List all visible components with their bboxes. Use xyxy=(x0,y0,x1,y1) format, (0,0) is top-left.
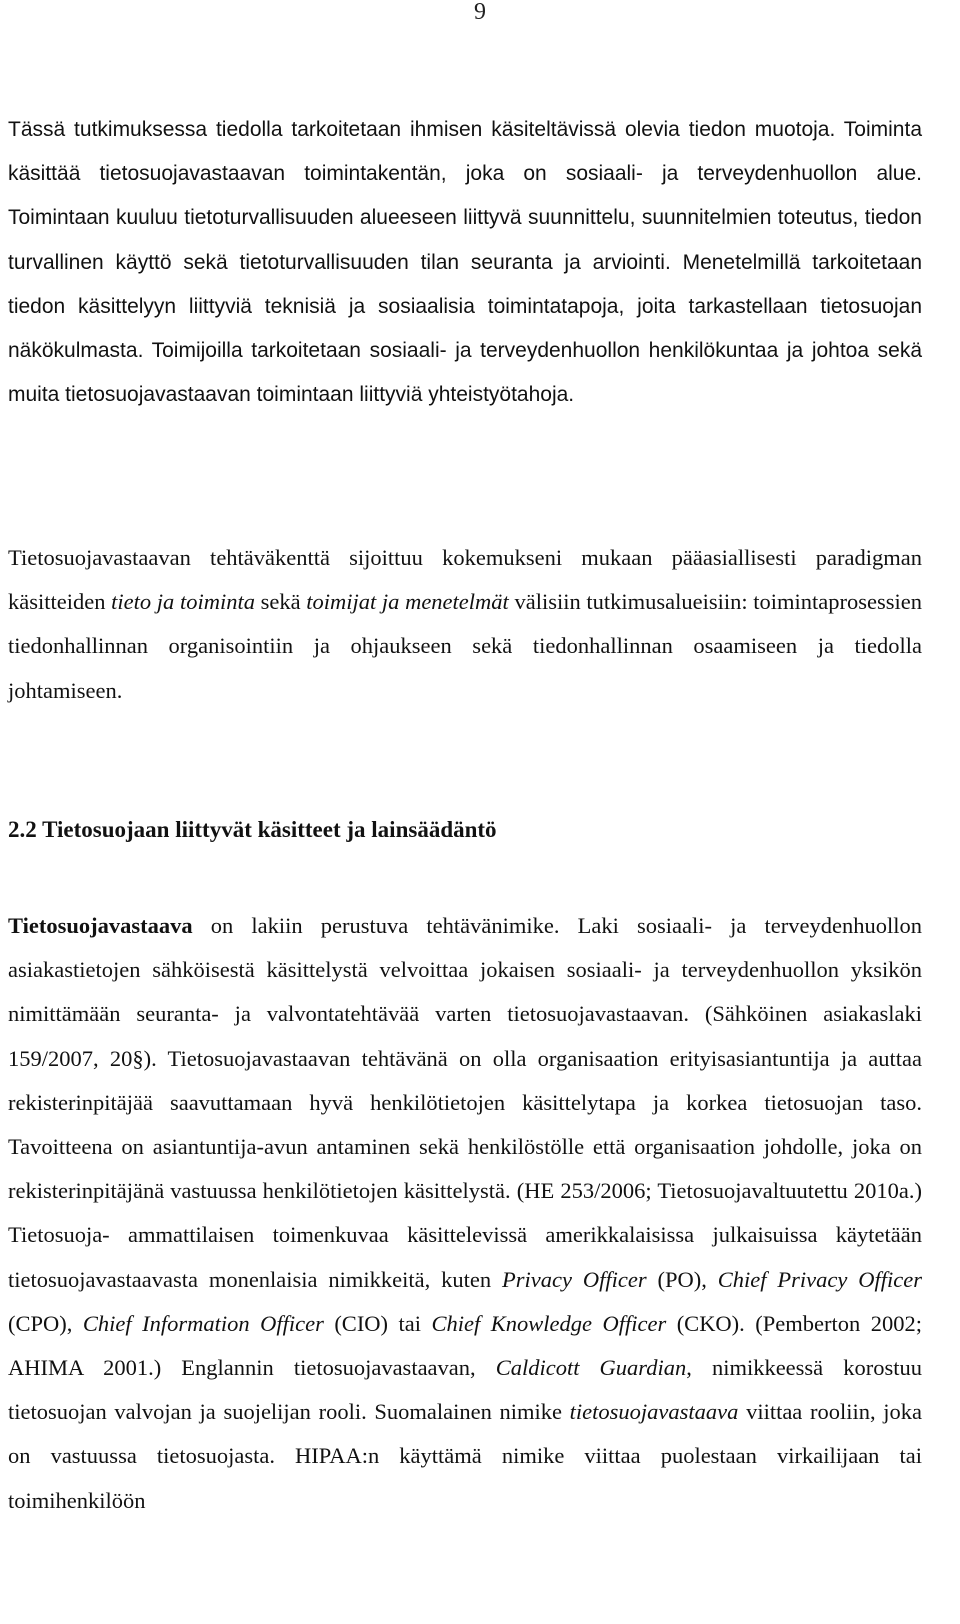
italic-term: Chief Knowledge Officer xyxy=(431,1310,667,1336)
text-segment: on lakiin perustuva tehtävänimike. Laki sosiaali- ja terveydenhuollon asiakastietojen sähköisestä käsittelystä velvoittaa jokaisen sosiaali- ja terveydenhuollon yksikön nimittämään seuranta- ja valvontatehtävää varten tietosuojavastaavan. (Sähköinen asiakaslaki 159/2007, 20§). Tietosuojavastaavan tehtävänä on olla organisaation erityisasiantuntija ja auttaa rekisterinpitäjää saavuttamaan hyvä henkilötietojen käsittelytapa ja korkea tietosuojan taso. Tavoitteena on asiantuntija-avun antaminen sekä henkilöstölle että organisaation johdolle, joka on rekisterinpitäjänä vastuussa henkilötietojen käsittelystä. (HE 253/2006; Tietosuojavaltuutettu 2010a.) Tietosuoja- ammattilaisen toimenkuvaa käsittelevissä amerikkalaisissa julkaisuissa käytetään tietosuojavastaavasta monenlaisia nimikkeitä, kuten xyxy=(8,913,922,1292)
italic-term: Chief Information Officer xyxy=(82,1310,324,1336)
page-number: 9 xyxy=(474,0,486,25)
italic-term: Chief Privacy Officer xyxy=(717,1266,922,1292)
text-segment: (CKO). (Pemberton 2002; AHIMA 2001.) Englannin tietosuojavastaavan, xyxy=(8,1310,922,1381)
bold-term: Tietosuojavastaava xyxy=(8,913,193,938)
text-segment: (PO), xyxy=(646,1266,718,1292)
text-segment: viittaa rooliin, joka on vastuussa tietosuojasta. HIPAA:n käyttämä nimike viittaa puolestaan virkailijaan tai toimihenkilöön xyxy=(8,1399,922,1513)
text-segment: (CIO) tai xyxy=(323,1310,432,1336)
paragraph-task-field xyxy=(8,536,922,713)
paragraph-definitions: Tässä tutkimuksessa tiedolla tarkoitetaan ihmisen käsiteltävissä olevia tiedon muotoja. Toiminta käsittää tietosuojavastaavan toimintakentän, joka on sosiaali- ja terveydenhuollon alue. Toimintaan kuuluu tietoturvallisuuden alueeseen liittyvä suunnittelu, suunnitelmien toteutus, tiedon turvallinen käyttö sekä tietoturvallisuuden tilan seuranta ja arviointi. Menetelmillä tarkoitetaan tiedon käsittelyyn liittyviä teknisiä ja sosiaalisia toimintatapoja, joita tarkastellaan tietosuojan näkökulmasta. Toimijoilla tarkoitetaan sosiaali- ja terveydenhuollon henkilökuntaa ja johtoa sekä muita tietosuojavastaavan toimintaan liittyviä yhteistyötahoja. xyxy=(8,118,922,407)
italic-term: tietosuojavastaava xyxy=(569,1399,739,1425)
text-segment: välisiin tutkimusalueisiin: toimintaprosessien tiedonhallinnan organisointiin ja ohjaukseen sekä tiedonhallinnan osaamiseen ja tiedolla johtamiseen. xyxy=(8,589,922,703)
document-body xyxy=(8,108,922,1513)
italic-term: tieto ja toiminta xyxy=(111,589,255,615)
section-heading: 2.2 Tietosuojaan liittyvät käsitteet ja lainsäädäntö xyxy=(8,817,497,842)
italic-term: toimijat ja menetelmät xyxy=(306,589,509,615)
text-segment: sekä xyxy=(254,589,307,615)
text-segment: (CPO), xyxy=(8,1310,83,1336)
italic-term: Caldicott Guardian xyxy=(495,1355,687,1381)
paragraph-legislation xyxy=(8,904,922,1523)
italic-term: Privacy Officer xyxy=(502,1266,647,1292)
text-segment: , nimikkeessä korostuu tietosuojan valvojan ja suojelijan rooli. Suomalainen nimike xyxy=(8,1355,922,1425)
text-segment: Tietosuojavastaavan tehtäväkenttä sijoittuu kokemukseni mukaan pääasiallisesti paradigman käsitteiden xyxy=(8,545,922,615)
